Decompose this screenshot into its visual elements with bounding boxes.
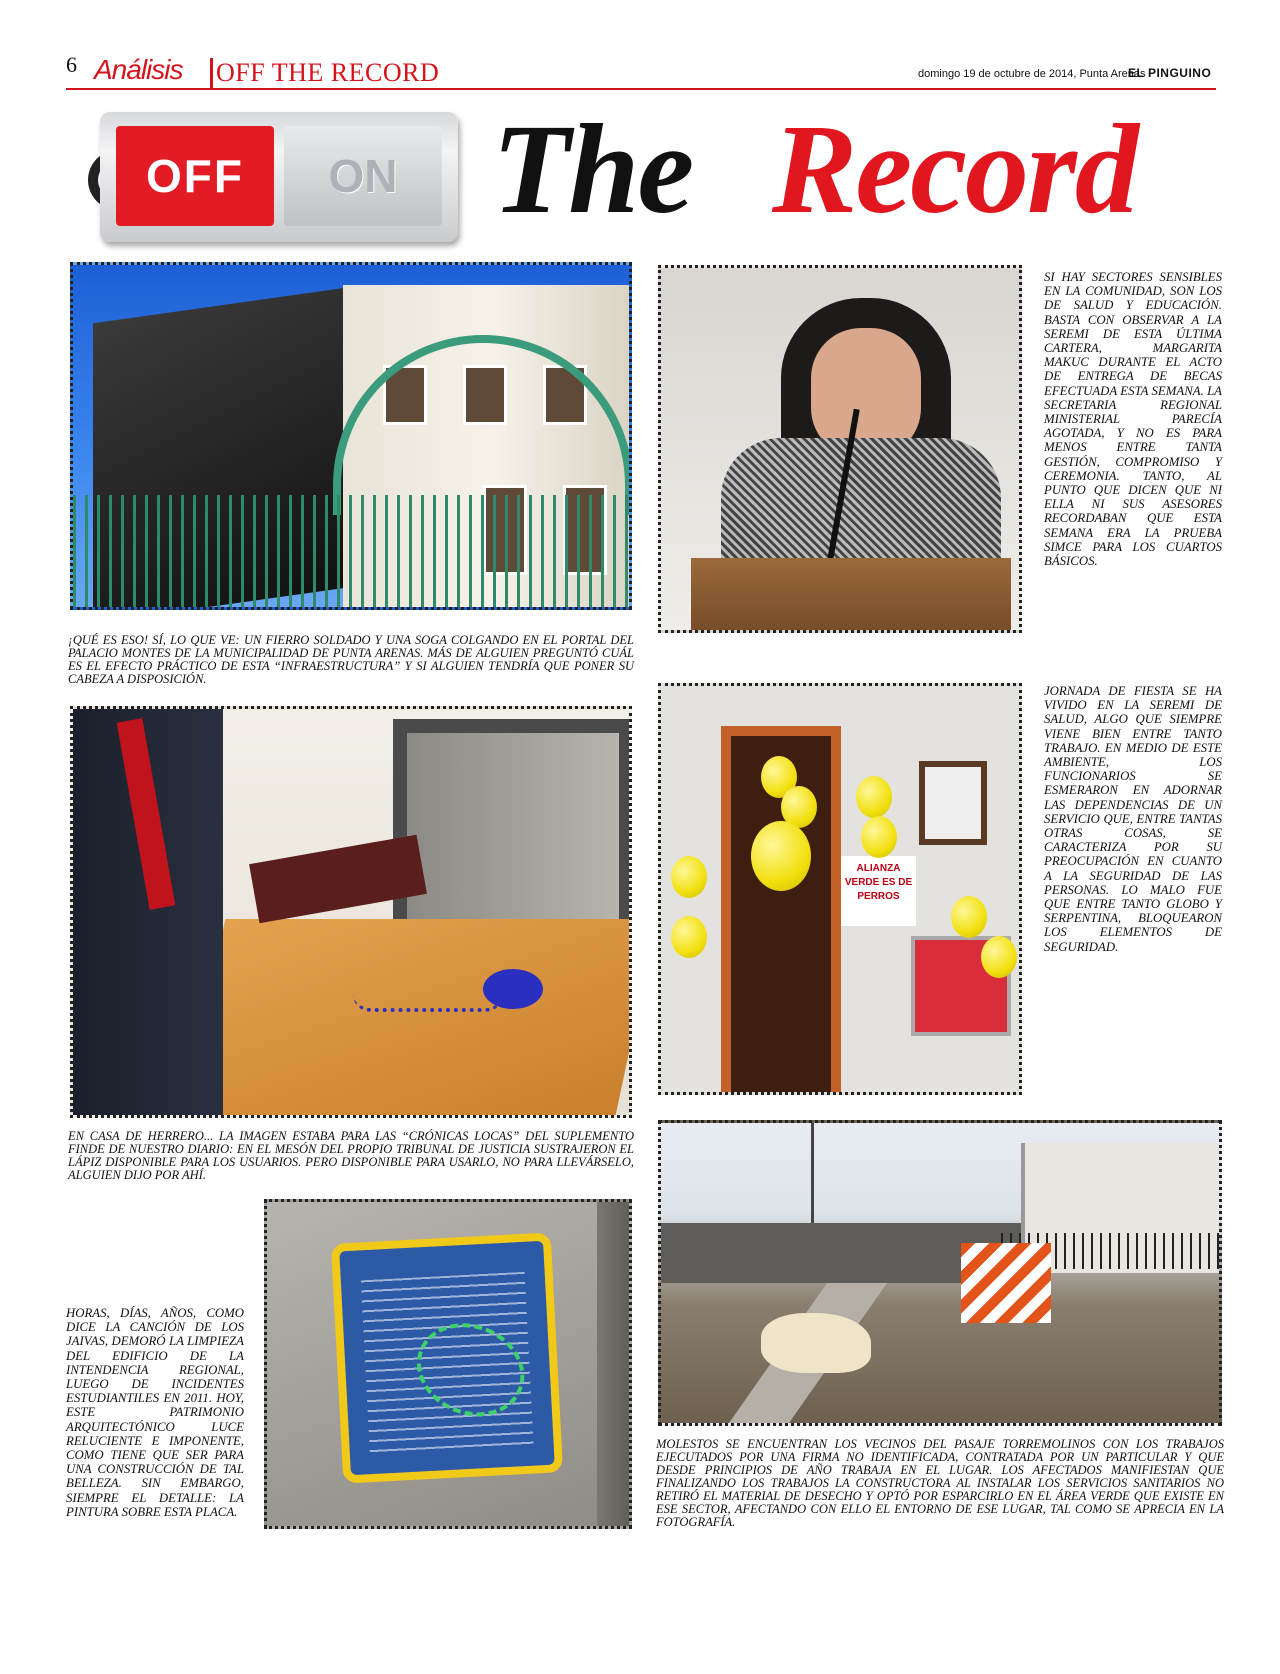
framed-portrait (919, 761, 987, 845)
handwritten-sign: ALIANZA VERDE ES DE PERROS (841, 856, 916, 926)
debris-bag (761, 1313, 871, 1373)
page-header (0, 0, 1280, 100)
balloon (861, 816, 897, 858)
section-name: Análisis (94, 54, 183, 85)
balloon (751, 821, 811, 891)
newspaper-name: EL PINGUINO (1128, 66, 1212, 80)
coiled-cord (353, 994, 503, 1012)
blue-plaque (331, 1232, 563, 1483)
column-seremi: SI HAY SECTORES SENSIBLES EN LA COMUNIDAD, SON LOS DE SALUD Y EDUCACIÓN. BASTA CON OBSERVAR A LA SEREMI DE ESTA ÚLTIMA CARTERA, MARGARITA MAKUC DURANTE EL ACTO DE ENTREGA DE BECAS EFECTUADA ESTA SEMANA. LA SECRETARIA REGIONAL MINISTERIAL PARECÍA AGOTADA, Y NO ES PARA MENOS ENTRE TANTA GESTIÓN, COMPROMISO Y CEREMONIA. TANTO, AL PUNTO QUE DICEN QUE NI ELLA NI SUS ASESORES RECORDABAN QUE ESTA SEMANA ERA LA PRUEBA SIMCE PARA LOS CUARTOS BÁSICOS. (1044, 270, 1222, 569)
column-horas: HORAS, DÍAS, AÑOS, COMO DICE LA CANCIÓN DE LOS JAIVAS, DEMORÓ LA LIMPIEZA DEL EDIFICIO DE LA INTENDENCIA REGIONAL, LUEGO DE INCIDENTES ESTUDIANTILES EN 2011. HOY, ESTE PATRIMONIO ARQUITECTÓNICO LUCE RELUCIENTE E IMPONENTE, COMO TIENE QUE SER PARA UNA CONSTRUCCIÓN DE TAL BELLEZA. SIN EMBARGO, SIEMPRE EL DETALLE: LA PINTURA SOBRE ESTA PLACA. (66, 1306, 244, 1519)
column-fiesta: JORNADA DE FIESTA SE HA VIVIDO EN LA SEREMI DE SALUD, ALGO QUE SIEMPRE VIENE BIEN ENTRE TANTO TRABAJO. EN MEDIO DE ESTE AMBIENTE, LOS FUNCIONARIOS SE ESMERARON EN ADORNAR LAS DEPENDENCIAS DE UN SERVICIO QUE, ENTRE TANTAS OTRAS COSAS, SE CARACTERIZA POR SU PREOCUPACIÓN EN CUANTO A LA SEGURIDAD DE LAS PERSONAS. LO MALO FUE QUE ENTRE TANTO GLOBO Y SERPENTINA, BLOQUEARON LOS ELEMENTOS DE SEGURIDAD. (1044, 684, 1222, 954)
iron-fence (73, 495, 632, 610)
photo-placa-intendencia (264, 1199, 632, 1529)
photo-meson-tribunal (70, 706, 632, 1118)
photo-pasaje-torremolinos (658, 1120, 1222, 1426)
subsection-name: OFF THE RECORD (216, 58, 440, 87)
podium (691, 558, 1011, 633)
caption-meson: EN CASA DE HERRERO... LA IMAGEN ESTABA PARA LAS “CRÓNICAS LOCAS” DEL SUPLEMENTO FINDE DE NUESTRO DIARIO: EN EL MESÓN DEL PROPIO TRIBUNAL DE JUSTICIA SUSTRAJERON EL LÁPIZ DISPONIBLE PARA LOS USUARIOS. PERO DISPONIBLE PARA USARLO, NO PARA LLEVÁRSELO, ALGUIEN DIJO POR AHÍ. (68, 1129, 634, 1182)
balloon (951, 896, 987, 938)
caption-pasaje: MOLESTOS SE ENCUENTRAN LOS VECINOS DEL PASAJE TORREMOLINOS CON LOS TRABAJOS EJECUTADOS POR UNA FIRMA NO IDENTIFICADA, CONTRATADA POR UN PARTICULAR Y QUE DESDE PRINCIPIOS DE AÑO TRABAJA EN EL LUGAR. LOS AFECTADOS MANIFIESTAN QUE FINALIZANDO LOS TRABAJOS LA CONSTRUCTORA AL INSTALAR LOS SERVICIOS SANITARIOS NO RETIRÓ EL MATERIAL DE DESECHO Y OPTÓ POR ESPARCIRLO EN EL ÁREA VERDE QUE EXISTE EN ESE SECTOR, AFECTANDO CON ELLO EL ENTORNO DE ESE LUGAR, TAL COMO SE APRECIA EN LA FOTOGRAFÍA. (656, 1437, 1224, 1529)
wooden-counter (181, 919, 632, 1118)
photo-fiesta-seremi-salud (658, 683, 1022, 1095)
pen-holder-base (483, 969, 543, 1009)
page-number: 6 (66, 52, 77, 77)
switch-on-label: ON (284, 126, 442, 226)
construction-barrier (961, 1243, 1051, 1323)
section-divider (210, 58, 213, 88)
balloon (981, 936, 1017, 978)
photo-seremi (658, 265, 1022, 633)
stone-pillar (597, 1202, 632, 1529)
caption-palacio: ¡QUÉ ES ESO! SÍ, LO QUE VE: UN FIERRO SOLDADO Y UNA SOGA COLGANDO EN EL PORTAL DEL PALACIO MONTES DE LA MUNICIPALIDAD DE PUNTA ARENAS. MÁS DE ALGUIEN PREGUNTÓ CUÁL ES EL EFECTO PRÁCTICO DE ESTA “INFRAESTRUCTURA” Y SI ALGUIEN TENDRÍA QUE PONER SU CABEZA A DISPOSICIÓN. (68, 633, 634, 686)
photo-palacio-montes (70, 262, 632, 610)
balloon (671, 856, 707, 898)
balloon (671, 916, 707, 958)
date-line: domingo 19 de octubre de 2014, Punta Arenas (918, 68, 1146, 80)
header-rule (66, 88, 1216, 90)
off-on-switch-graphic (100, 112, 458, 242)
switch-off-label: OFF (116, 126, 274, 226)
balloon (856, 776, 892, 818)
masthead-title-record: Record (772, 98, 1137, 240)
masthead-title-the: The (492, 98, 693, 240)
